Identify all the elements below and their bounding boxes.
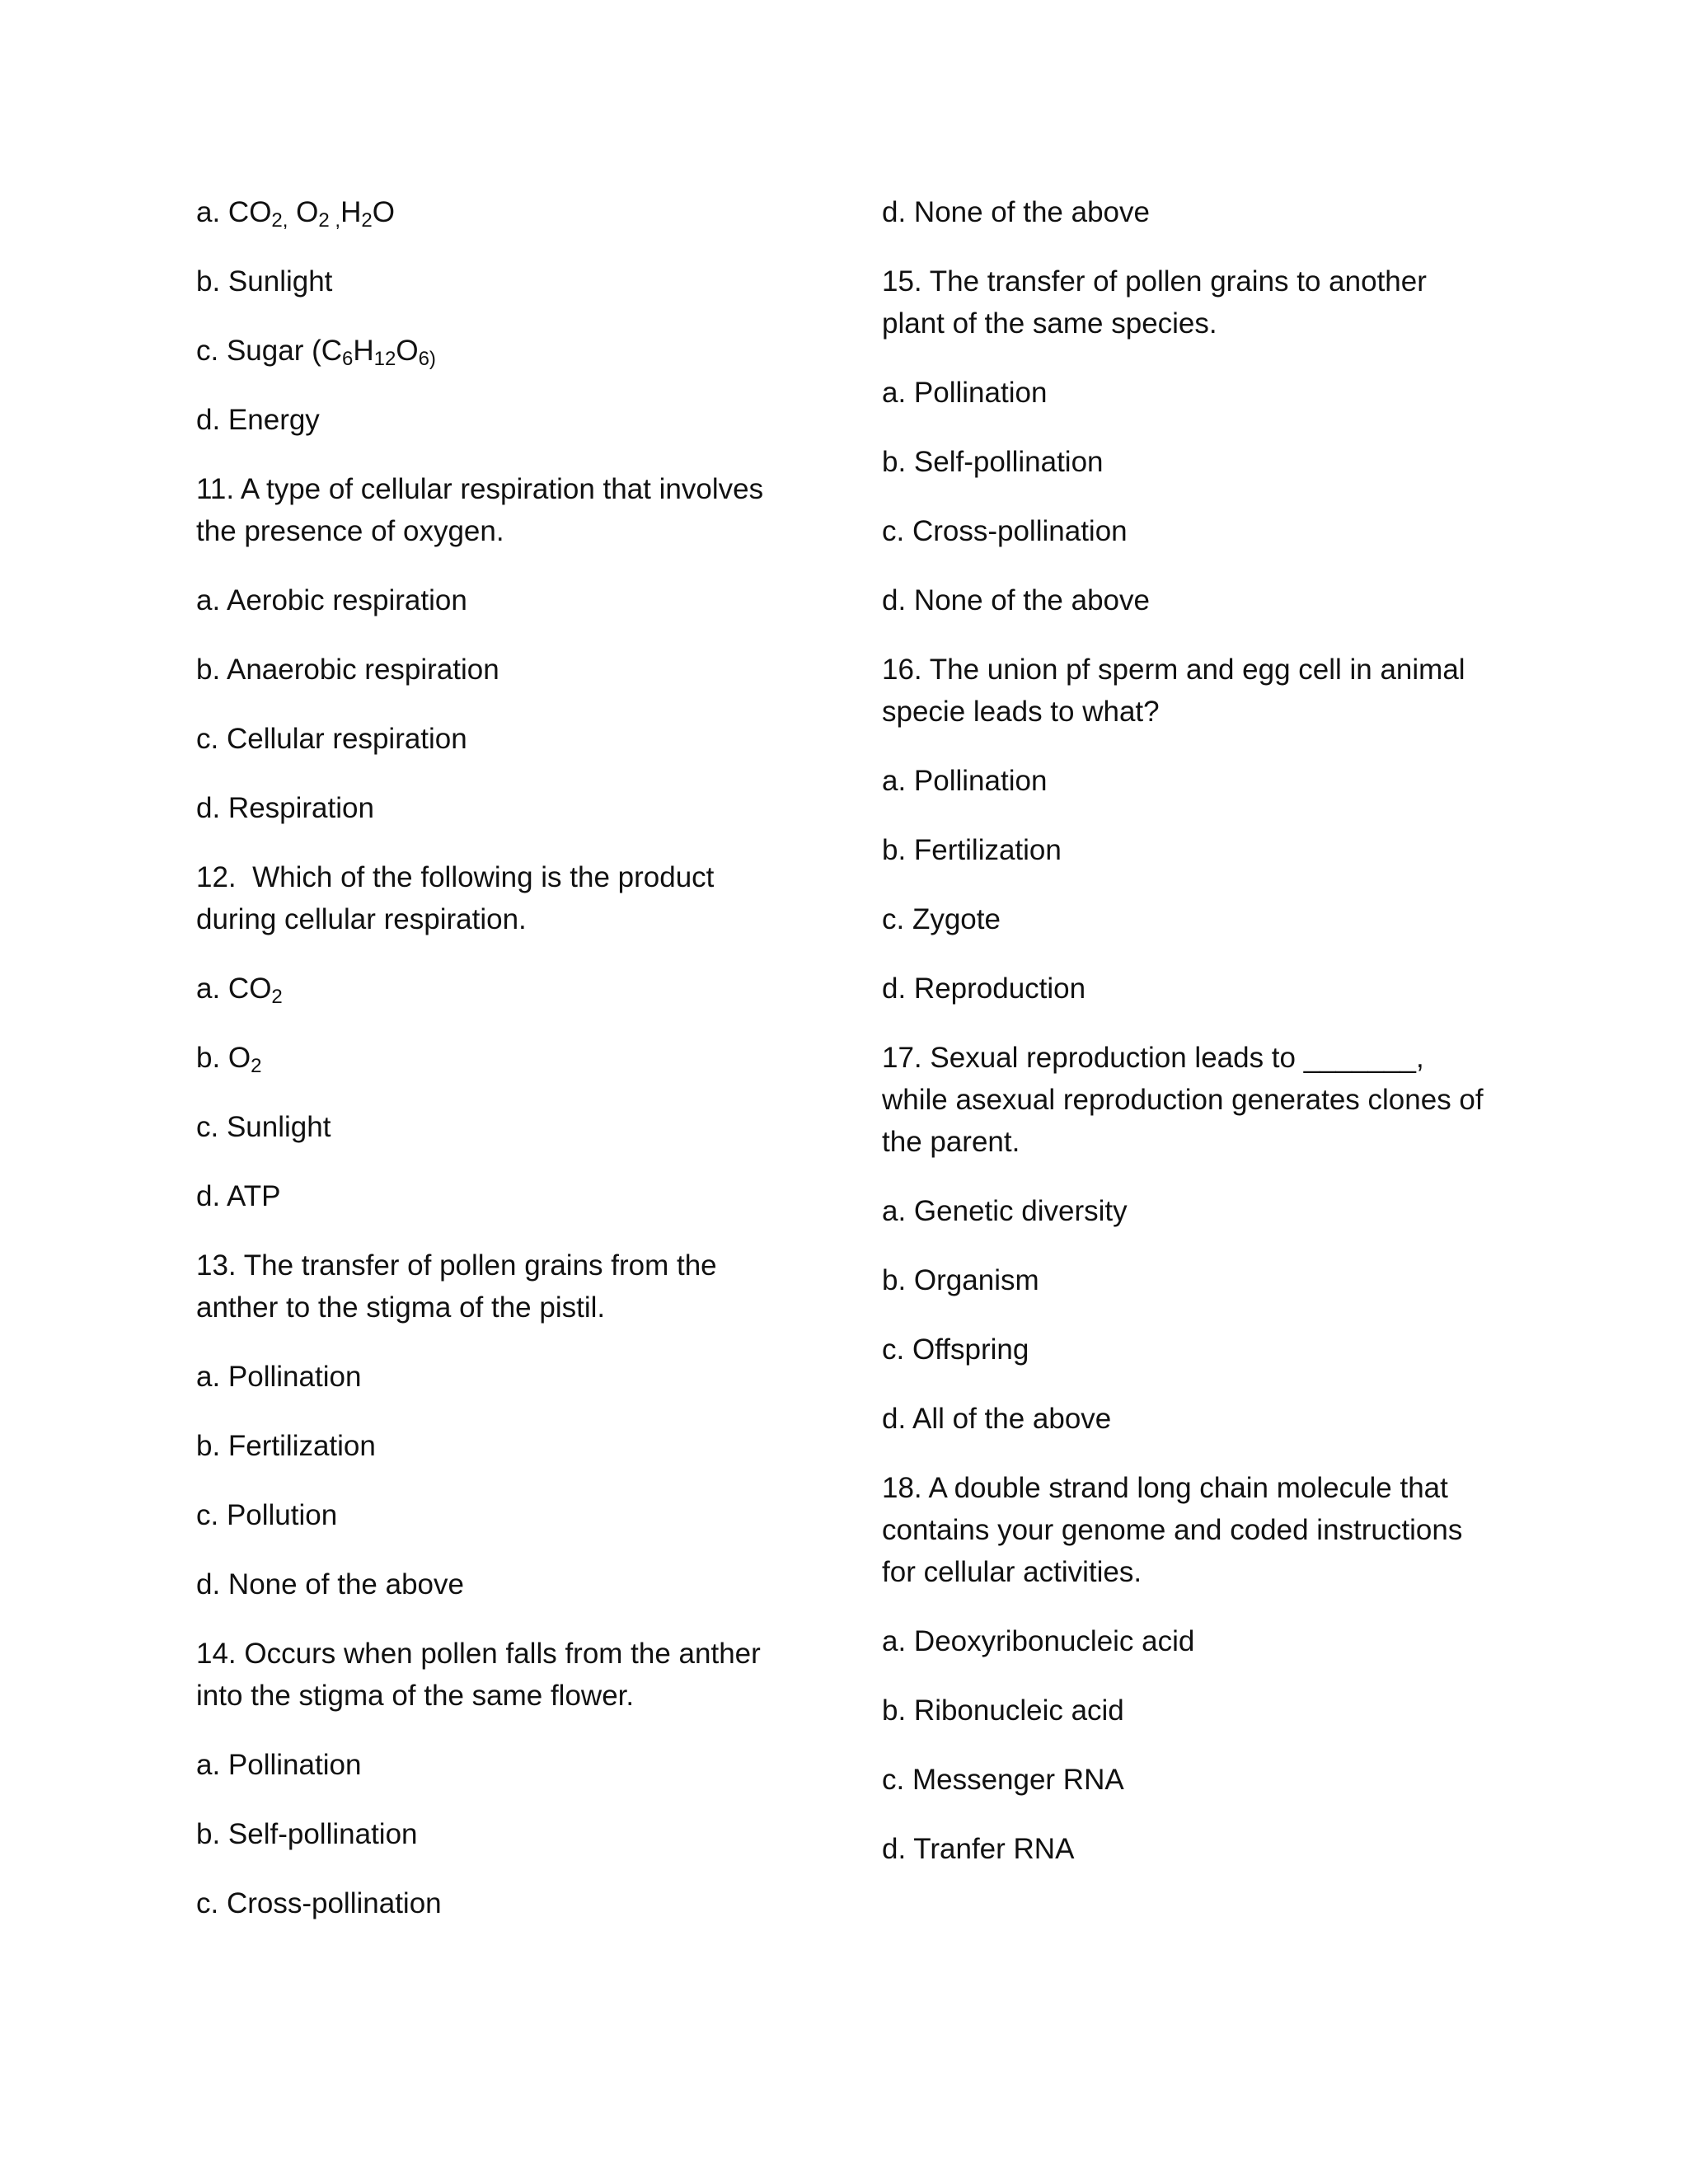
q12-question: 12. Which of the following is the product during cellular respiration.: [196, 861, 723, 935]
q14-option-a: a. Pollination: [196, 1749, 362, 1781]
q13-option-d: d. None of the above: [196, 1568, 464, 1601]
q11-option-c: c. Cellular respiration: [196, 723, 467, 755]
q10-option-c: c. Sugar ($C_6H_{12}O_{6)}$: [196, 335, 436, 370]
q14-question: 14. Occurs when pollen falls from the anther into the stigma of the same flower.: [196, 1638, 769, 1712]
q10-option-b: b. Sunlight: [196, 265, 333, 298]
q12-option-d: d. ATP: [196, 1180, 281, 1212]
q17-question: 17. Sexual reproduction leads to _______, while asexual reproduction generates clones of the parent.: [882, 1042, 1492, 1158]
q17-option-d: d. All of the above: [882, 1403, 1112, 1435]
q18-option-a: a. Deoxyribonucleic acid: [882, 1625, 1195, 1657]
q17-option-c: c. Offspring: [882, 1333, 1029, 1366]
q12-option-b: b. $O_2$: [196, 1042, 262, 1077]
q16-option-b: b. Fertilization: [882, 834, 1062, 866]
q14-option-d: d. None of the above: [882, 196, 1150, 228]
q15-option-c: c. Cross-pollination: [882, 515, 1128, 547]
q13-option-a: a. Pollination: [196, 1361, 362, 1393]
q15-option-a: a. Pollination: [882, 377, 1048, 409]
q12-option-a: a. $CO_2$: [196, 972, 283, 1008]
q17-option-a: a. Genetic diversity: [882, 1195, 1128, 1227]
q13-question: 13. The transfer of pollen grains from the anther to the stigma of the pistil.: [196, 1249, 725, 1324]
q11-option-a: a. Aerobic respiration: [196, 584, 467, 616]
q14-option-c: c. Cross-pollination: [196, 1887, 442, 1919]
q16-option-d: d. Reproduction: [882, 972, 1086, 1005]
left-column: [196, 191, 773, 1952]
q14-option-b: b. Self-pollination: [196, 1818, 418, 1850]
q12-option-c: c. Sunlight: [196, 1111, 331, 1143]
q15-question: 15. The transfer of pollen grains to another plant of the same species.: [882, 265, 1435, 340]
q11-option-d: d. Respiration: [196, 792, 374, 824]
q10-option-d: d. Energy: [196, 404, 320, 436]
q15-option-b: b. Self-pollination: [882, 446, 1104, 478]
q17-option-b: b. Organism: [882, 1264, 1039, 1296]
q13-option-b: b. Fertilization: [196, 1430, 376, 1462]
q15-option-d: d. None of the above: [882, 584, 1150, 616]
q18-option-d: d. Tranfer RNA: [882, 1833, 1075, 1865]
q11-question: 11. A type of cellular respiration that involves the presence of oxygen.: [196, 473, 771, 547]
right-column: [882, 191, 1492, 1897]
q13-option-c: c. Pollution: [196, 1499, 338, 1531]
q18-option-b: b. Ribonucleic acid: [882, 1694, 1124, 1727]
q11-option-b: b. Anaerobic respiration: [196, 654, 499, 686]
q18-option-c: c. Messenger RNA: [882, 1764, 1124, 1796]
q18-question: 18. A double strand long chain molecule that contains your genome and coded instructions for cellular activities.: [882, 1472, 1471, 1588]
q16-question: 16. The union pf sperm and egg cell in animal specie leads to what?: [882, 654, 1474, 728]
q10-option-a: a. $CO_{2,}$ $O_{2 ,}H_2O$: [196, 196, 395, 232]
q16-option-c: c. Zygote: [882, 903, 1001, 935]
q16-option-a: a. Pollination: [882, 765, 1048, 797]
